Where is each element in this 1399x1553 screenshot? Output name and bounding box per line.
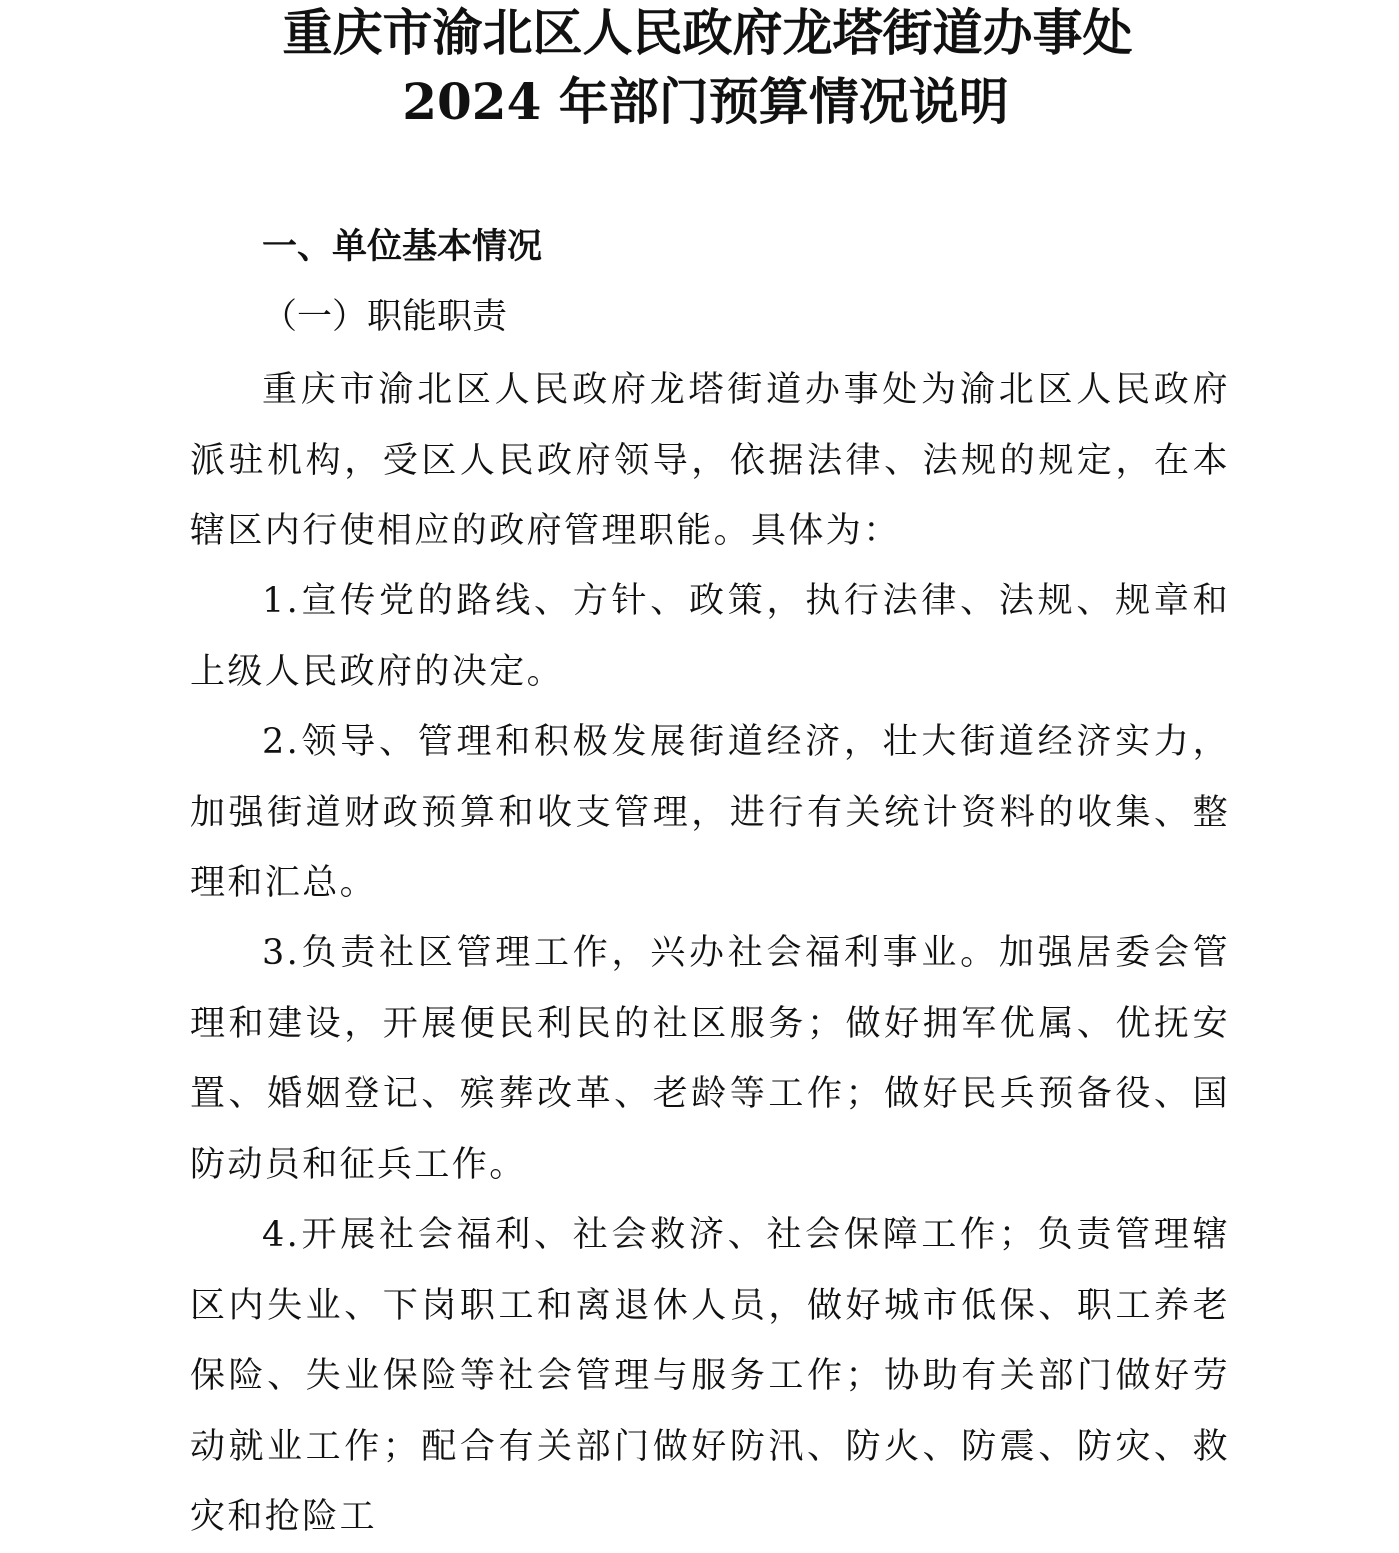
document-title-line1: 重庆市渝北区人民政府龙塔街道办事处	[282, 3, 1133, 62]
paragraph-item-2: 2.领导、管理和积极发展街道经济，壮大街道经济实力，加强街道财政预算和收支管理，进行有关统计资料的收集、整理和汇总。	[190, 722, 1230, 903]
document-title-line2: 2024 年部门预算情况说明	[402, 72, 1009, 131]
paragraph-item-4: 4.开展社会福利、社会救济、社会保障工作；负责管理辖区内失业、下岗职工和离退休人员，做好城市低保、职工养老保险、失业保险等社会管理与服务工作；协助有关部门做好劳动就业工作；配合有关部门做好防汛、防火、防震、防灾、救灾和抢险工	[190, 1215, 1230, 1537]
paragraph-item-3: 3.负责社区管理工作，兴办社会福利事业。加强居委会管理和建设，开展便民利民的社区服务；做好拥军优属、优抚安置、婚姻登记、殡葬改革、老龄等工作；做好民兵预备役、国防动员和征兵工作。	[190, 933, 1230, 1185]
subsection-heading: （一）职能职责	[262, 297, 508, 337]
paragraph-item-1: 1.宣传党的路线、方针、政策，执行法律、法规、规章和上级人民政府的决定。	[190, 581, 1230, 692]
section-heading: 一、单位基本情况	[262, 227, 543, 267]
paragraph-intro: 重庆市渝北区人民政府龙塔街道办事处为渝北区人民政府派驻机构，受区人民政府领导，依据法律、法规的规定，在本辖区内行使相应的政府管理职能。具体为：	[190, 370, 1230, 551]
